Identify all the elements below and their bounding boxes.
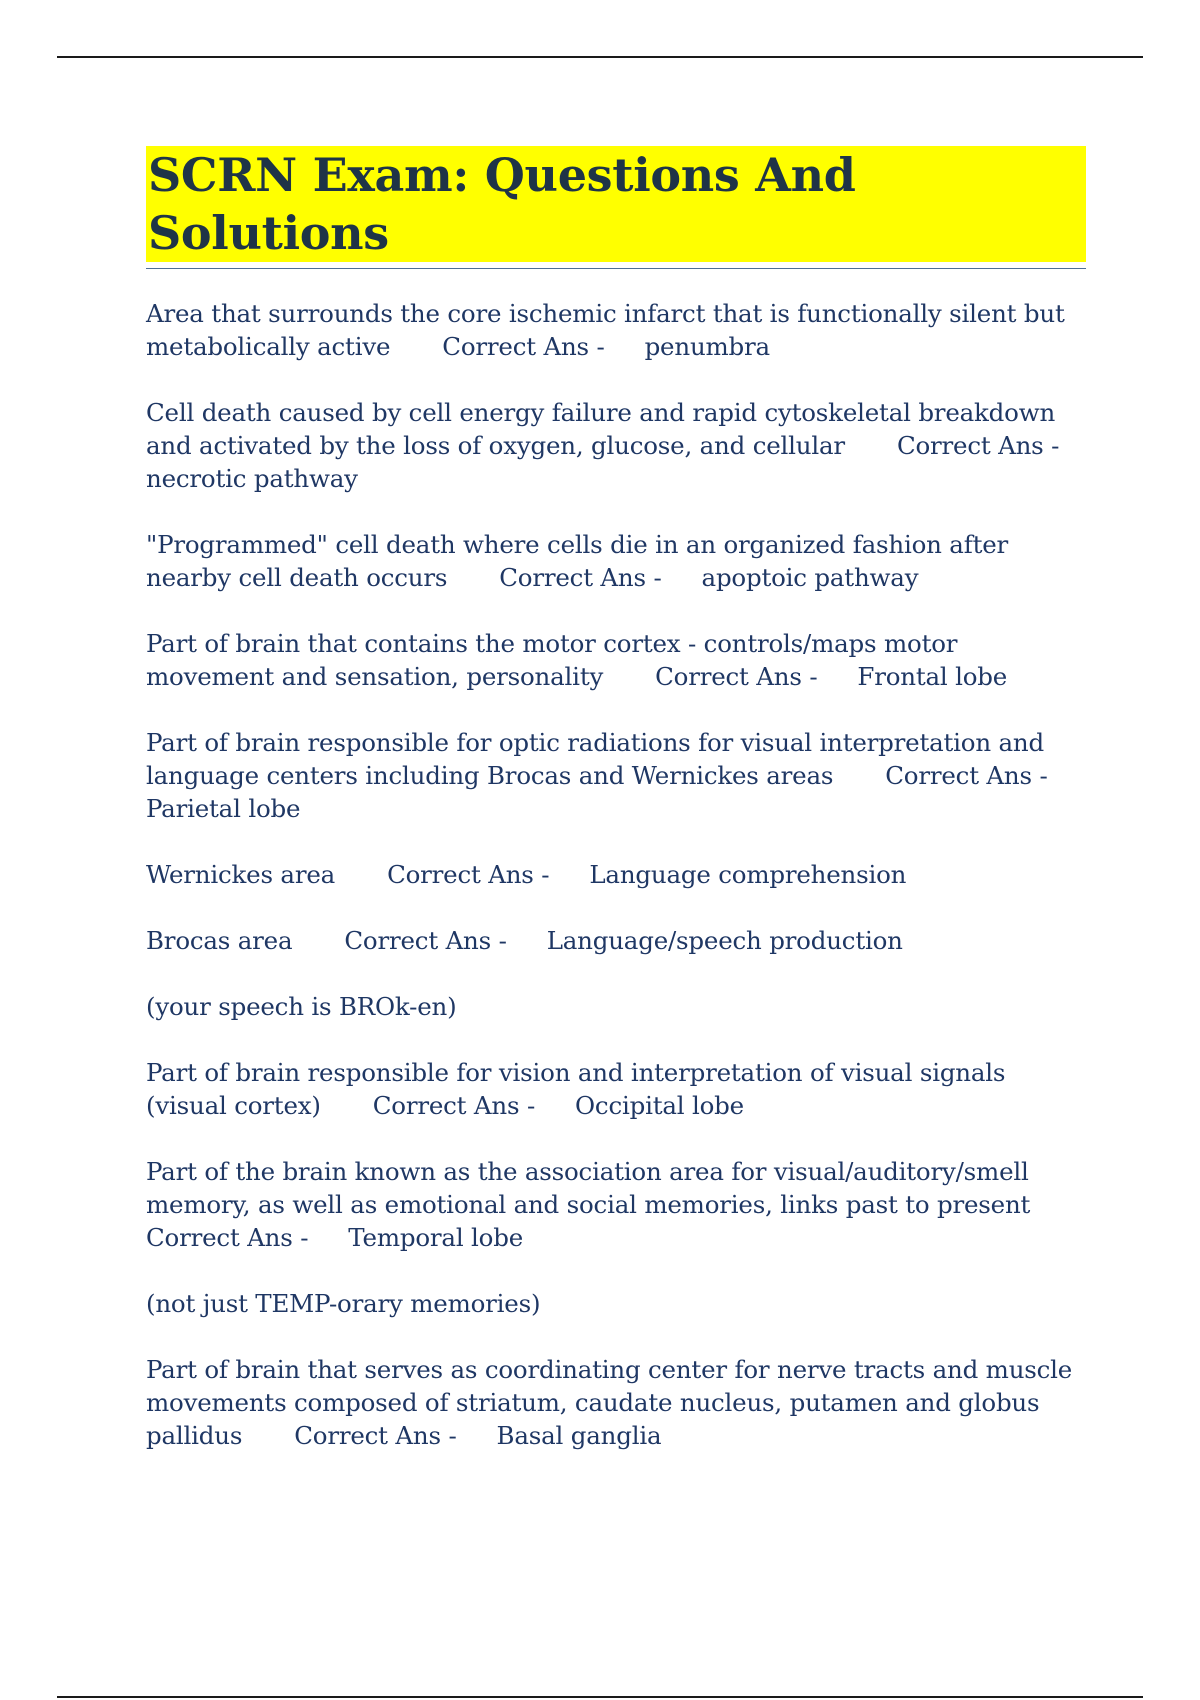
answer-text: Basal ganglia bbox=[496, 1421, 662, 1450]
qa-item-3 bbox=[146, 528, 1086, 594]
qa-item-9 bbox=[146, 1155, 1086, 1254]
bottom-rule bbox=[57, 1696, 1143, 1698]
correct-ans-label: Correct Ans - bbox=[344, 926, 507, 955]
question-text: Part of brain responsible for vision and interpretation of visual signals (visual cortex) bbox=[146, 1058, 1006, 1120]
qa-item-8 bbox=[146, 1056, 1086, 1122]
qa-item-7 bbox=[146, 924, 1086, 957]
correct-ans-label: Correct Ans - bbox=[387, 860, 550, 889]
answer-text: necrotic pathway bbox=[146, 464, 358, 493]
correct-ans-label: Correct Ans - bbox=[499, 563, 662, 592]
answer-text: penumbra bbox=[644, 332, 770, 361]
page-title: SCRN Exam: Questions And Solutions bbox=[146, 146, 1086, 262]
correct-ans-label: Correct Ans - bbox=[896, 431, 1060, 460]
answer-text: apoptoic pathway bbox=[701, 563, 919, 592]
answer-text: Temporal lobe bbox=[348, 1223, 524, 1252]
correct-ans-label: Correct Ans - bbox=[442, 332, 605, 361]
answer-text: Language comprehension bbox=[589, 860, 907, 889]
correct-ans-label: Correct Ans - bbox=[885, 761, 1048, 790]
correct-ans-label: Correct Ans - bbox=[372, 1091, 536, 1120]
answer-text: Frontal lobe bbox=[857, 662, 1008, 691]
answer-text: Parietal lobe bbox=[146, 794, 301, 823]
mnemonic-note: (your speech is BROk-en) bbox=[146, 992, 457, 1021]
document-body bbox=[146, 146, 1086, 1485]
question-text: "Programmed" cell death where cells die in an organized fashion after nearby cell death occurs bbox=[146, 530, 1009, 592]
qa-item-5 bbox=[146, 726, 1086, 825]
question-text: Part of the brain known as the association area for visual/auditory/smell memory, as well as emotional and social memories, links past to present bbox=[146, 1157, 1031, 1219]
question-text: Part of brain that contains the motor cortex - controls/maps motor movement and sensation, personality bbox=[146, 629, 958, 691]
top-rule bbox=[57, 56, 1143, 58]
qa-item-10 bbox=[146, 1353, 1086, 1452]
question-text: Area that surrounds the core ischemic infarct that is functionally silent but metabolically active bbox=[146, 299, 1065, 361]
qa-item-1 bbox=[146, 297, 1086, 363]
correct-ans-label: Correct Ans - bbox=[294, 1421, 457, 1450]
qa-item-4 bbox=[146, 627, 1086, 693]
qa-item-6 bbox=[146, 858, 1086, 891]
question-text: Part of brain responsible for optic radiations for visual interpretation and language centers including Brocas and Wernickes areas bbox=[146, 728, 1044, 790]
correct-ans-label: Correct Ans - bbox=[146, 1223, 309, 1252]
question-text: Cell death caused by cell energy failure and rapid cytoskeletal breakdown and activated by the loss of oxygen, glucose, and cellular bbox=[146, 398, 1056, 460]
answer-text: Occipital lobe bbox=[575, 1091, 744, 1120]
qa-item-2 bbox=[146, 396, 1086, 495]
question-text: Brocas area bbox=[146, 926, 293, 955]
answer-text: Language/speech production bbox=[546, 926, 903, 955]
question-text: Part of brain that serves as coordinating center for nerve tracts and muscle movements composed of striatum, caudate nucleus, putamen and globus pallidus bbox=[146, 1355, 1073, 1450]
title-block bbox=[146, 146, 1086, 269]
mnemonic-note: (not just TEMP-orary memories) bbox=[146, 1289, 541, 1318]
correct-ans-label: Correct Ans - bbox=[655, 662, 818, 691]
question-text: Wernickes area bbox=[146, 860, 336, 889]
